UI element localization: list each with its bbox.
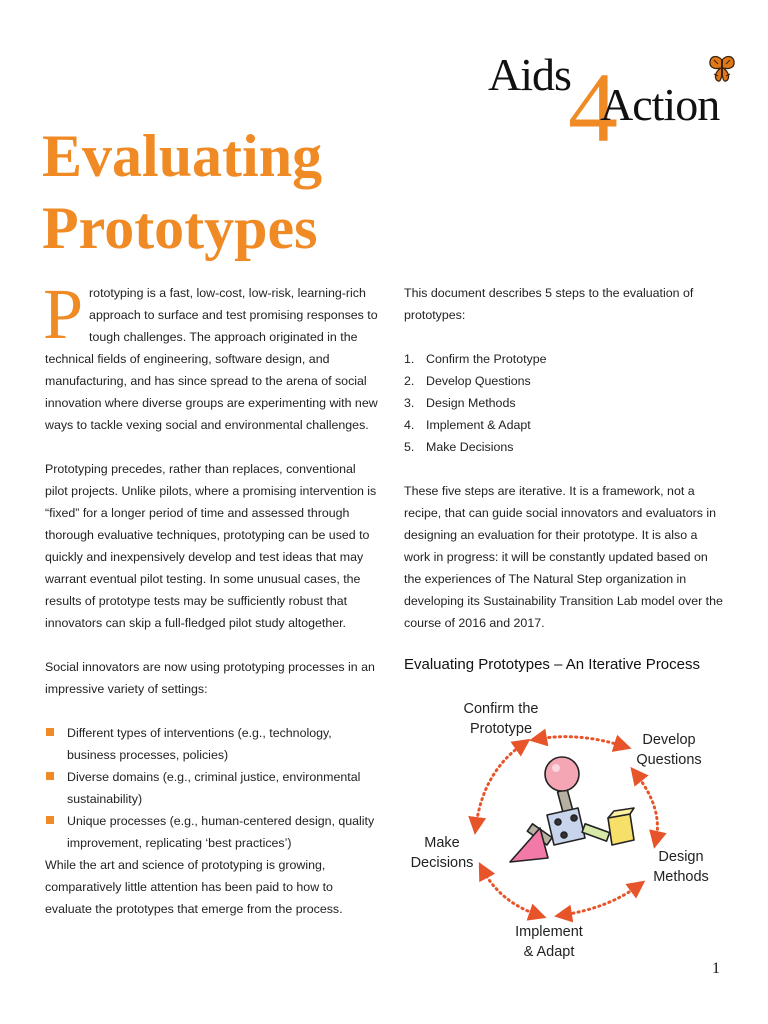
bullet-square-icon (46, 816, 54, 824)
prototype-model-icon (510, 757, 634, 862)
settings-list (45, 722, 378, 854)
page-number: 1 (712, 960, 720, 977)
step-label: Confirm the Prototype (426, 352, 547, 366)
step-number: 1. (404, 352, 415, 366)
intro-paragraph-1-text: rototyping is a fast, low-cost, low-risk, learning-rich approach to surface and test promising responses to tough challenges. The approach originated in the technical fields of engineering, software design, and manufacturing, and has since spread to the arena of social innovation where diverse groups are experimenting with new ways to tackle vexing social and environmental challenges. (45, 286, 378, 432)
list-item-text: Unique processes (e.g., human-centered design, quality improvement, replicating ‘best practices’) (67, 814, 375, 850)
bullet-square-icon (46, 728, 54, 736)
iterative-paragraph: These five steps are iterative. It is a framework, not a recipe, that can guide social innovators and evaluators in designing an evaluation for their prototype. It is also a work in progress: it will be constantly updated based on the experiences of The Natural Step organization in developing its Sustainability Transition Lab model over the course of 2016 and 2017. (404, 484, 723, 630)
list-item (45, 766, 378, 810)
step-item (404, 392, 724, 414)
step-item (404, 370, 724, 392)
intro-paragraph-2: Prototyping precedes, rather than replaces, conventional pilot projects. Unlike pilots, where a promising intervention is “fixed” for a longer period of time and assessed through thorough evaluative techniques, prototyping can be used to quickly and inexpensively develop and test ideas that may warrant eventual pilot testing. In some unusual cases, the results of prototype tests may be sufficiently robust that innovators can skip a full-fledged pilot study altogether. (45, 462, 377, 630)
title-line-2: Prototypes (42, 195, 318, 261)
list-item-text: Diverse domains (e.g., criminal justice, environmental sustainability) (67, 770, 361, 806)
step-item (404, 348, 724, 370)
logo-word-action: Action (600, 79, 720, 130)
drop-cap: P (43, 274, 84, 354)
iterative-process-diagram (398, 690, 738, 970)
list-item-text: Different types of interventions (e.g., technology, business processes, policies) (67, 726, 332, 762)
title-line-1: Evaluating (42, 123, 323, 189)
steps-intro-paragraph: This document describes 5 steps to the evaluation of prototypes: (404, 286, 694, 322)
intro-paragraph-4: While the art and science of prototyping is growing, comparatively little attention has been paid to how to evaluate the prototypes that emerge from the process. (45, 858, 343, 916)
arc-arrow-develop-design (636, 774, 657, 840)
page-title (42, 120, 322, 264)
step-label: Make Decisions (426, 440, 514, 454)
step-item (404, 436, 724, 458)
step-label: Design Methods (426, 396, 516, 410)
step-number: 4. (404, 418, 415, 432)
diagram-label-decisions: Make Decisions (410, 835, 474, 871)
arc-arrow-design-implement (563, 886, 638, 915)
list-item (45, 810, 378, 854)
list-item (45, 722, 378, 766)
steps-list (404, 348, 724, 458)
arc-arrow-decisions-confirm (476, 744, 523, 826)
arc-arrow-implement-decisions (483, 870, 538, 915)
intro-paragraph-1 (43, 274, 378, 436)
step-number: 2. (404, 374, 415, 388)
diagram-title: Evaluating Prototypes – An Iterative Process (404, 656, 700, 673)
step-number: 3. (404, 396, 415, 410)
step-item (404, 414, 724, 436)
step-label: Develop Questions (426, 374, 531, 388)
butterfly-icon (708, 54, 736, 84)
diagram-label-confirm: Confirm the Prototype (463, 701, 539, 737)
step-label: Implement & Adapt (426, 418, 531, 432)
left-column (43, 274, 378, 942)
aids4action-logo (488, 40, 738, 163)
diagram-label-design: Design Methods (653, 849, 709, 885)
diagram-label-develop: Develop Questions (636, 732, 702, 768)
step-number: 5. (404, 440, 415, 454)
logo-word-aids: Aids (488, 49, 571, 100)
logo-digit-four: 4 (568, 52, 618, 163)
right-column (404, 282, 724, 656)
bullet-square-icon (46, 772, 54, 780)
intro-paragraph-3: Social innovators are now using prototyping processes in an impressive variety of settings: (45, 660, 375, 696)
diagram-label-implement: Implement & Adapt (515, 924, 583, 960)
